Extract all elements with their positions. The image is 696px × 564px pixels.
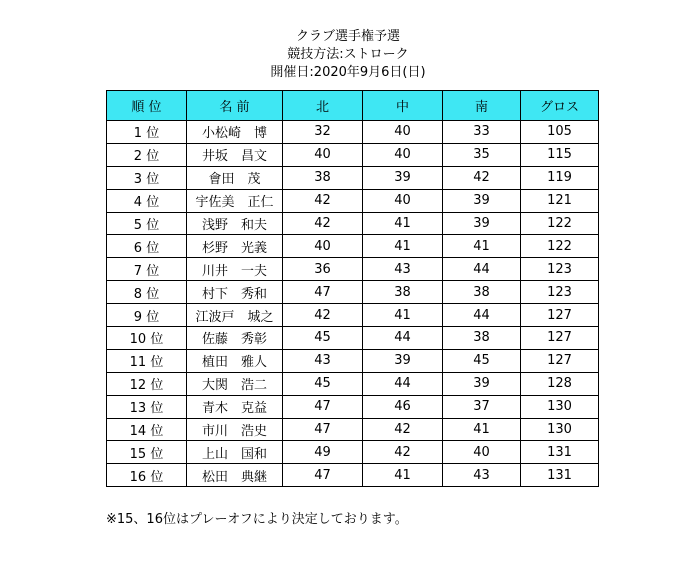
cell-rank: 9 位 [107,304,187,327]
cell-name: 會田 茂 [187,166,283,189]
cell-gross: 119 [521,166,599,189]
cell-south: 41 [443,235,521,258]
table-row [107,166,599,189]
cell-south: 41 [443,418,521,441]
cell-south: 44 [443,304,521,327]
competition-format: 競技方法:ストローク [287,47,409,62]
header-row [107,91,599,121]
cell-name: 江波戸 城之 [187,304,283,327]
cell-middle: 38 [363,281,443,304]
table-row [107,372,599,395]
cell-middle: 40 [363,189,443,212]
table-row [107,235,599,258]
table-row [107,441,599,464]
col-south-header: 南 [443,91,521,121]
cell-name: 小松崎 博 [187,121,283,144]
cell-rank: 15 位 [107,441,187,464]
cell-gross: 131 [521,464,599,487]
cell-rank: 7 位 [107,258,187,281]
footnote: ※15、16位はプレーオフにより決定しております。 [106,512,408,527]
cell-south: 38 [443,327,521,350]
cell-name: 松田 典継 [187,464,283,487]
cell-rank: 10 位 [107,327,187,350]
cell-name: 佐藤 秀彰 [187,327,283,350]
cell-north: 42 [283,212,363,235]
cell-south: 39 [443,189,521,212]
title-block [0,28,696,82]
cell-north: 38 [283,166,363,189]
event-date: 開催日:2020年9月6日(日) [270,65,426,80]
cell-rank: 5 位 [107,212,187,235]
cell-middle: 44 [363,372,443,395]
cell-middle: 41 [363,212,443,235]
cell-middle: 39 [363,166,443,189]
results-body [107,121,599,487]
table-row [107,327,599,350]
cell-name: 上山 国和 [187,441,283,464]
cell-south: 38 [443,281,521,304]
cell-middle: 44 [363,327,443,350]
page-title: クラブ選手権予選 [295,29,400,44]
cell-north: 42 [283,304,363,327]
cell-north: 47 [283,464,363,487]
cell-gross: 131 [521,441,599,464]
cell-gross: 130 [521,395,599,418]
cell-middle: 39 [363,349,443,372]
cell-south: 37 [443,395,521,418]
cell-south: 43 [443,464,521,487]
cell-north: 42 [283,189,363,212]
cell-middle: 42 [363,418,443,441]
cell-rank: 2 位 [107,143,187,166]
table-row [107,395,599,418]
cell-north: 36 [283,258,363,281]
cell-south: 35 [443,143,521,166]
cell-rank: 3 位 [107,166,187,189]
table-row [107,349,599,372]
cell-rank: 1 位 [107,121,187,144]
cell-name: 宇佐美 正仁 [187,189,283,212]
cell-name: 植田 雅人 [187,349,283,372]
cell-gross: 122 [521,235,599,258]
table-row [107,189,599,212]
table-row [107,121,599,144]
cell-name: 浅野 和夫 [187,212,283,235]
cell-name: 井坂 昌文 [187,143,283,166]
table-row [107,212,599,235]
cell-south: 39 [443,212,521,235]
cell-rank: 13 位 [107,395,187,418]
cell-south: 44 [443,258,521,281]
cell-gross: 122 [521,212,599,235]
cell-middle: 41 [363,304,443,327]
cell-south: 40 [443,441,521,464]
cell-rank: 4 位 [107,189,187,212]
cell-rank: 14 位 [107,418,187,441]
cell-gross: 127 [521,304,599,327]
cell-gross: 123 [521,281,599,304]
cell-name: 杉野 光義 [187,235,283,258]
cell-rank: 6 位 [107,235,187,258]
cell-middle: 42 [363,441,443,464]
cell-rank: 12 位 [107,372,187,395]
cell-south: 39 [443,372,521,395]
table-row [107,143,599,166]
cell-north: 32 [283,121,363,144]
cell-south: 33 [443,121,521,144]
cell-gross: 130 [521,418,599,441]
cell-middle: 40 [363,143,443,166]
col-name-header: 名 前 [187,91,283,121]
cell-rank: 16 位 [107,464,187,487]
cell-gross: 121 [521,189,599,212]
cell-north: 40 [283,143,363,166]
cell-south: 45 [443,349,521,372]
cell-middle: 43 [363,258,443,281]
cell-middle: 40 [363,121,443,144]
table-row [107,304,599,327]
cell-north: 45 [283,327,363,350]
table-row [107,418,599,441]
cell-gross: 115 [521,143,599,166]
cell-name: 川井 一夫 [187,258,283,281]
table-row [107,281,599,304]
results-table [106,90,599,487]
cell-middle: 41 [363,464,443,487]
cell-north: 49 [283,441,363,464]
table-row [107,464,599,487]
table-row [107,258,599,281]
cell-north: 40 [283,235,363,258]
cell-south: 42 [443,166,521,189]
col-middle-header: 中 [363,91,443,121]
cell-name: 市川 浩史 [187,418,283,441]
cell-gross: 123 [521,258,599,281]
col-north-header: 北 [283,91,363,121]
cell-gross: 128 [521,372,599,395]
cell-gross: 127 [521,327,599,350]
col-rank-header: 順 位 [107,91,187,121]
cell-north: 47 [283,418,363,441]
cell-north: 43 [283,349,363,372]
cell-name: 青木 克益 [187,395,283,418]
col-gross-header: グロス [521,91,599,121]
cell-gross: 127 [521,349,599,372]
cell-name: 大関 浩二 [187,372,283,395]
cell-north: 47 [283,395,363,418]
cell-north: 47 [283,281,363,304]
cell-name: 村下 秀和 [187,281,283,304]
cell-middle: 41 [363,235,443,258]
cell-gross: 105 [521,121,599,144]
cell-rank: 11 位 [107,349,187,372]
cell-north: 45 [283,372,363,395]
cell-rank: 8 位 [107,281,187,304]
cell-middle: 46 [363,395,443,418]
